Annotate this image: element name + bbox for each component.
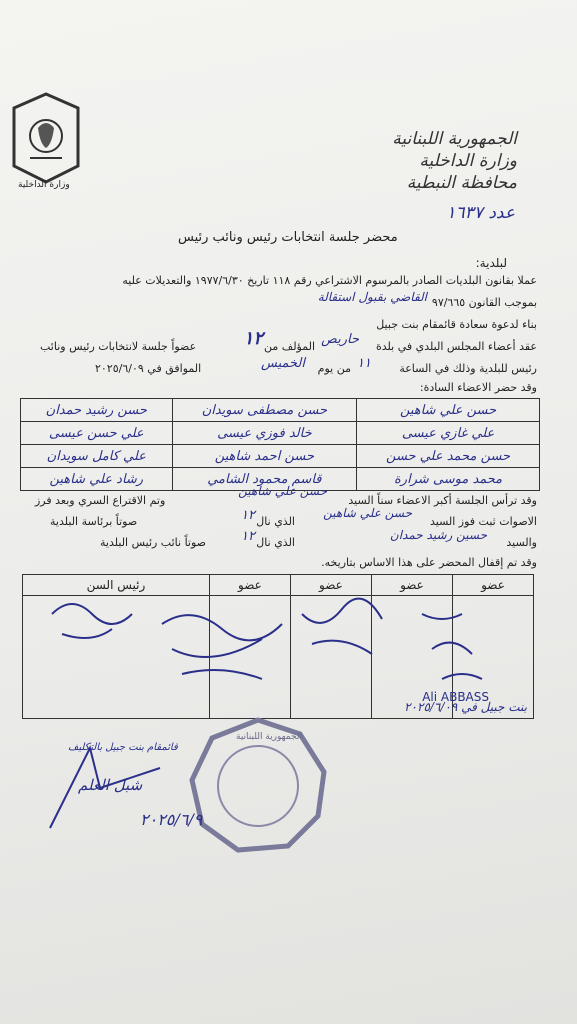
chair-name: حسن علي شاهين [238,484,327,498]
signature-header: عضو [209,575,290,596]
republic-name: الجمهورية اللبنانية [392,129,517,149]
president-line-b: الذي نال [256,515,295,528]
ministry-header [392,128,517,194]
member-cell: حسن علي شاهين [357,399,540,422]
governorate-name: محافظة النبطية [406,173,517,193]
stamp-text: الجمهورية اللبنانية [236,732,303,742]
member-cell: قاسم محمود الشامي [172,468,357,491]
member-cell: حسن احمد شاهين [172,445,357,468]
emblem-stamp [8,88,84,188]
kaimakam-title: قائمقام بنت جبيل بالتكليف [68,742,178,753]
law-number: بموجب القانون ٩٧/٦٦٥ [431,296,537,309]
signature-header: رئيس السن [23,575,210,596]
law-reference: عملا بقانون البلديات الصادر بالمرسوم الاشتراعي رقم ١١٨ تاريخ ١٩٧٧/٦/٣٠ والتعديلات عليه [122,274,537,287]
vice-votes: ١٢ [241,529,255,544]
reference-number: عدد ١٦٣٧ [446,203,515,223]
attendees-label: وقد حضر الاعضاء السادة: [419,381,537,394]
table-row [21,399,540,422]
president-votes: ١٢ [241,508,255,523]
vice-line-c: صوتاً نائب رئيس البلدية [100,536,207,549]
session-line-1c: عضواً جلسة لانتخابات رئيس ونائب [40,340,197,353]
invitation-line: بناء لدعوة سعادة قائمقام بنت جبيل [376,318,537,331]
members-table [20,398,540,491]
vice-line-a: والسيد [506,536,537,549]
municipality-label: لبلدية: [475,256,507,270]
kaimakam-name: شبل العلم [78,776,143,794]
emblem-caption: وزارة الداخلية [18,180,70,190]
member-cell: خالد فوزي عيسى [172,422,357,445]
ministry-name: وزارة الداخلية [419,151,517,171]
kaimakam-date: ٢٠٢٥/٦/٩ [140,810,203,829]
closing-statement: وقد تم إقفال المحضر على هذا الاساس بتاريخه. [321,556,537,569]
member-cell: رشاد علي شاهين [21,468,173,491]
signature-header: عضو [371,575,452,596]
table-row [21,445,540,468]
session-line-2b: من يوم [317,362,351,375]
member-cell: علي غازي عيسى [357,422,540,445]
member-cell: حسن رشيد حمدان [21,399,173,422]
session-day: الخميس [261,356,305,371]
president-name: حسن علي شاهين [323,506,412,520]
member-cell: علي كامل سويدان [21,445,173,468]
member-count: ١٢ [243,328,263,349]
place-date: بنت جبيل في ٢٠٢٥/٦/٠٩ [404,700,527,714]
session-line-1a: عقد أعضاء المجلس البلدي في بلدة [375,340,537,353]
resignation-note: القاضي بقبول استقالة [317,290,427,304]
vice-line-b: الذي نال [256,536,295,549]
town-name: حاريص [321,332,359,347]
session-line-1b: المؤلف من [264,340,315,353]
session-hour: ١١ [357,356,371,371]
member-cell: حسن مصطفى سويدان [172,399,357,422]
member-cell: حسن محمد علي حسن [357,445,540,468]
president-line-a: الاصوات ثبت فوز السيد [429,515,537,528]
table-row [21,422,540,445]
session-line-2a: رئيس للبلدية وذلك في الساعة [399,362,537,375]
ballot-line: وتم الاقتراع السري وبعد فرز [35,494,166,507]
signature-header: عضو [452,575,533,596]
document-title: محضر جلسة انتخابات رئيس ونائب رئيس [178,230,398,245]
signature-note: Ali ABBASS [422,690,489,704]
president-line-c: صوتاً برئاسة البلدية [50,515,138,528]
signature-header: عضو [290,575,371,596]
member-cell: محمد موسى شرارة [357,468,540,491]
vice-name: حسين رشيد حمدان [389,528,487,542]
session-line-2c: الموافق في ٢٠٢٥/٦/٠٩ [95,362,202,375]
member-cell: علي حسن عيسى [21,422,173,445]
chair-line: وقد ترأس الجلسة أكبر الاعضاء سناً السيد [348,494,537,507]
